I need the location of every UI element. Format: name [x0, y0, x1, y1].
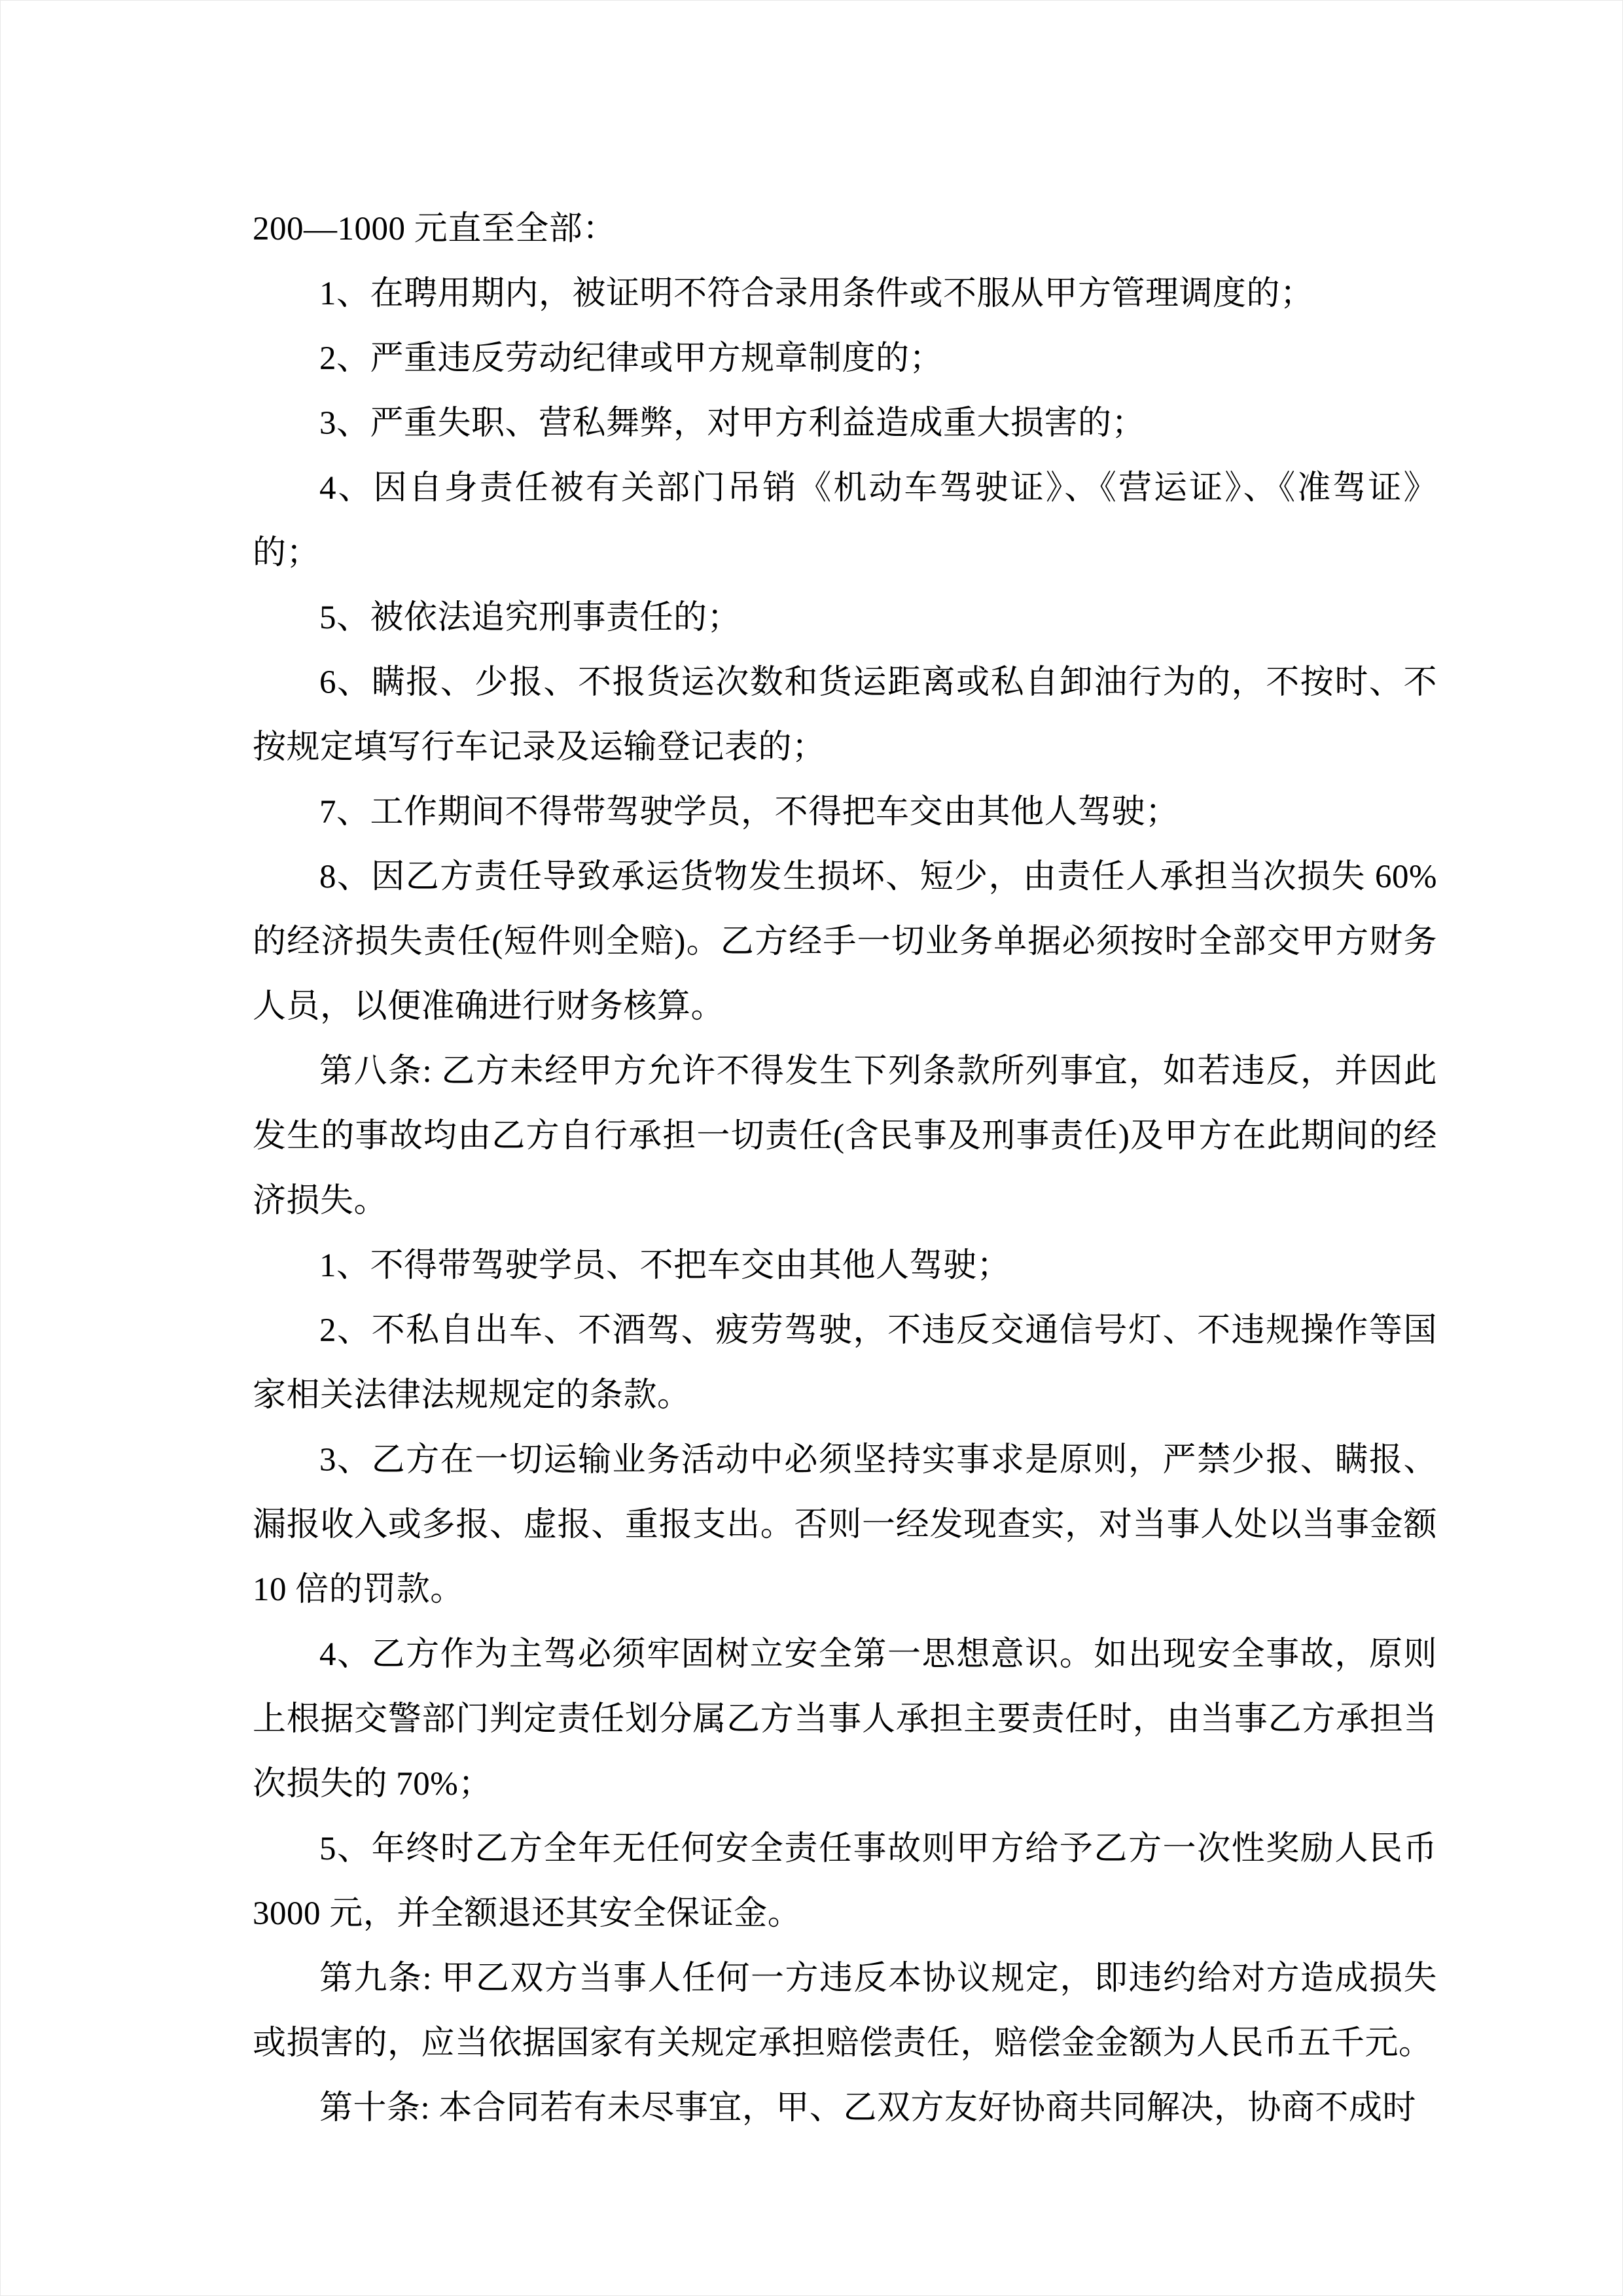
paragraph: 3、严重失职、营私舞弊，对甲方利益造成重大损害的； [319, 405, 1146, 442]
paragraph: 7、工作期间不得带驾驶学员，不得把车交由其他人驾驶； [319, 794, 1179, 831]
paragraph: 1、在聘用期内，被证明不符合录用条件或不服从甲方管理调度的； [319, 276, 1314, 312]
paragraph: 3、乙方在一切运输业务活动中必须坚持实事求是原则，严禁少报、瞒报、漏报收入或多报、虚报、重报支出。否则一经发现查实，对当事人处以当事金额 10 倍的罚款。 [253, 1442, 1437, 1608]
paragraph: 6、瞒报、少报、不报货运次数和货运距离或私自卸油行为的，不按时、不按规定填写行车记录及运输登记表的； [253, 664, 1437, 766]
paragraph-clause-9: 第九条: 甲乙双方当事人任何一方违反本协议规定，即违约给对方造成损失或损害的，应当依据国家有关规定承担赔偿责任，赔偿金金额为人民币五千元。 [253, 1960, 1437, 2062]
paragraph: 4、因自身责任被有关部门吊销《机动车驾驶证》、《营运证》、《准驾证》的； [253, 470, 1437, 571]
paragraph: 2、严重违反劳动纪律或甲方规章制度的； [319, 340, 944, 377]
paragraph: 1、不得带驾驶学员、不把车交由其他人驾驶； [319, 1247, 1011, 1284]
paragraph: 4、乙方作为主驾必须牢固树立安全第一思想意识。如出现安全事故，原则上根据交警部门判定责任划分属乙方当事人承担主要责任时，由当事乙方承担当次损失的 70%； [253, 1636, 1437, 1803]
paragraph: 2、不私自出车、不酒驾、疲劳驾驶，不违反交通信号灯、不违规操作等国家相关法律法规规定的条款。 [253, 1312, 1437, 1414]
paragraph-clause-10: 第十条: 本合同若有未尽事宜，甲、乙双方友好协商共同解决，协商不成时 [319, 2090, 1416, 2126]
paragraph: 200—1000 元直至全部： [253, 211, 616, 247]
paragraph: 8、因乙方责任导致承运货物发生损坏、短少，由责任人承担当次损失 60%的经济损失责任(短件则全赔)。乙方经手一切业务单据必须按时全部交甲方财务人员，以便准确进行财务核算。 [253, 859, 1437, 1025]
paragraph: 5、年终时乙方全年无任何安全责任事故则甲方给予乙方一次性奖励人民币 3000 元，并全额退还其安全保证金。 [253, 1831, 1437, 1932]
paragraph-clause-8: 第八条: 乙方未经甲方允许不得发生下列条款所列事宜，如若违反，并因此发生的事故均由乙方自行承担一切责任(含民事及刑事责任)及甲方在此期间的经济损失。 [253, 1053, 1437, 1219]
document-body [253, 197, 1437, 2141]
paragraph: 5、被依法追究刑事责任的； [319, 600, 741, 636]
